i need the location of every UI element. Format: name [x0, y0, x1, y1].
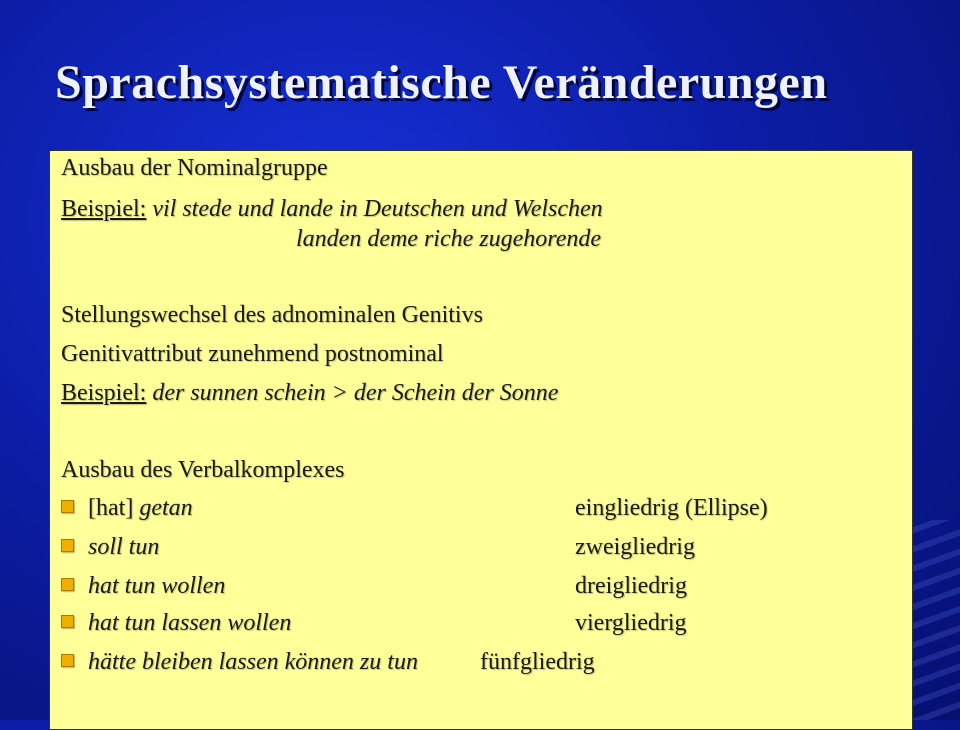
heading-stellungswechsel: Stellungswechsel des adnominalen Genitivs [61, 302, 483, 328]
list-item [61, 648, 595, 676]
bullet-value: fünfgliedrig [480, 649, 595, 675]
list-item [61, 533, 695, 561]
square-bullet-icon [61, 539, 74, 552]
example-genitiv [61, 379, 558, 407]
example-text: vil stede und lande in Deutschen und Welschen [152, 196, 603, 222]
heading-nominalgruppe: Ausbau der Nominalgruppe [61, 155, 328, 181]
bullet-term: hat tun lassen wollen [88, 610, 292, 636]
bullet-prefix: [hat] [88, 495, 140, 521]
content-box [49, 150, 913, 730]
square-bullet-icon [61, 615, 74, 628]
slide-title: Sprachsystematische Veränderungen [55, 56, 828, 109]
list-item [61, 494, 768, 522]
heading-verbalkomplex: Ausbau des Verbalkomplexes [61, 457, 345, 483]
bullet-term: getan [139, 495, 193, 521]
bullet-term: hat tun wollen [88, 573, 226, 599]
list-item [61, 609, 687, 637]
bullet-term: soll tun [88, 534, 160, 560]
bullet-value: dreigliedrig [575, 573, 687, 599]
square-bullet-icon [61, 654, 74, 667]
bullet-term: hätte bleiben lassen können zu tun [88, 649, 418, 675]
example-nominal [61, 195, 603, 223]
example-continuation: landen deme riche zugehorende [296, 226, 602, 252]
heading-genitivattribut: Genitivattribut zunehmend postnominal [61, 341, 444, 367]
list-item [61, 572, 687, 600]
bullet-value: zweigliedrig [575, 534, 695, 560]
square-bullet-icon [61, 500, 74, 513]
example-label: Beispiel: [61, 196, 147, 222]
square-bullet-icon [61, 578, 74, 591]
example-label: Beispiel: [61, 380, 147, 406]
example-text: der sunnen schein > der Schein der Sonne [152, 380, 559, 406]
bullet-value: eingliedrig (Ellipse) [575, 495, 768, 521]
bullet-value: viergliedrig [575, 610, 687, 636]
